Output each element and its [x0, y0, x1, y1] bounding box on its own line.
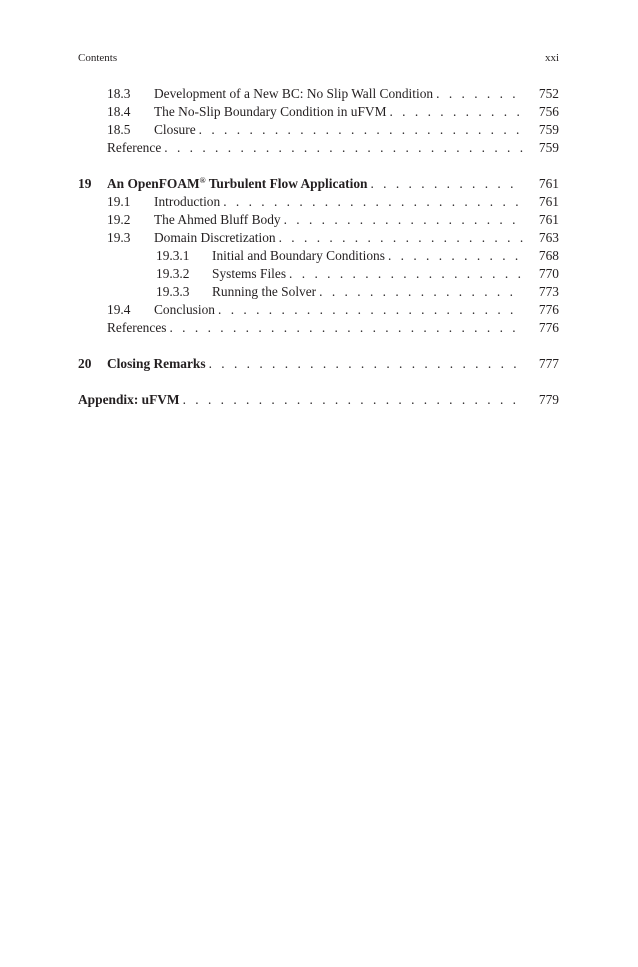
dot-leader: [196, 121, 523, 139]
dot-leader: [180, 391, 523, 409]
toc-title: Reference: [107, 140, 162, 155]
toc-chapter-19[interactable]: [78, 175, 559, 193]
toc-title: Conclusion: [154, 302, 216, 317]
toc-appendix[interactable]: [78, 391, 559, 409]
toc-entry-19-2[interactable]: [78, 211, 559, 229]
dot-leader: [220, 193, 523, 211]
toc-page-number: 777: [538, 356, 559, 371]
table-of-contents: [78, 85, 559, 409]
toc-title: Development of a New BC: No Slip Wall Condition: [154, 86, 434, 101]
toc-page-number: 759: [538, 140, 559, 155]
toc-entry-19-3-1[interactable]: [78, 247, 559, 265]
toc-page-number: 756: [538, 104, 559, 119]
toc-number: 19.3.2: [156, 266, 190, 281]
toc-page-number: 776: [538, 320, 559, 335]
toc-chapter-20[interactable]: [78, 355, 559, 373]
toc-title: The No-Slip Boundary Condition in uFVM: [154, 104, 387, 119]
dot-leader: [206, 355, 523, 373]
toc-page-number: 768: [538, 248, 559, 263]
dot-leader: [286, 265, 523, 283]
toc-number: 18.4: [107, 104, 131, 119]
toc-page-number: 776: [538, 302, 559, 317]
dot-leader: [433, 85, 523, 103]
chapter-title-part: Turbulent Flow Application: [205, 176, 368, 191]
dot-leader: [316, 283, 523, 301]
spacer: [78, 373, 559, 391]
chapter-number: 19: [78, 176, 92, 191]
toc-page-number: 779: [538, 392, 559, 407]
dot-leader: [281, 211, 523, 229]
toc-entry-19-3-2[interactable]: [78, 265, 559, 283]
toc-title: Closure: [154, 122, 196, 137]
toc-entry-19-4[interactable]: [78, 301, 559, 319]
toc-entry-19-3[interactable]: [78, 229, 559, 247]
toc-number: 19.1: [107, 194, 131, 209]
toc-page-number: 761: [538, 212, 559, 227]
chapter-title: Closing Remarks: [107, 356, 206, 371]
toc-page-number: 761: [538, 176, 559, 191]
toc-page-number: 752: [538, 86, 559, 101]
toc-entry-18-3[interactable]: [78, 85, 559, 103]
running-head-right: xxi: [544, 52, 559, 64]
toc-number: 19.2: [107, 212, 131, 227]
dot-leader: [161, 139, 523, 157]
toc-title: References: [107, 320, 167, 335]
toc-entry-19-1[interactable]: [78, 193, 559, 211]
toc-title: Introduction: [154, 194, 221, 209]
toc-number: 18.5: [107, 122, 131, 137]
toc-entry-reference[interactable]: [78, 139, 559, 157]
toc-page-number: 763: [538, 230, 559, 245]
running-head: [78, 52, 559, 64]
toc-number: 19.3.1: [156, 248, 190, 263]
toc-number: 19.3: [107, 230, 131, 245]
dot-leader: [276, 229, 523, 247]
toc-number: 19.3.3: [156, 284, 190, 299]
dot-leader: [215, 301, 523, 319]
running-head-left: Contents: [78, 52, 118, 64]
spacer: [78, 337, 559, 355]
toc-page-number: 773: [538, 284, 559, 299]
dot-leader: [385, 247, 523, 265]
chapter-title: [107, 175, 367, 193]
toc-number: 19.4: [107, 302, 131, 317]
toc-entry-18-4[interactable]: [78, 103, 559, 121]
spacer: [78, 157, 559, 175]
toc-entry-18-5[interactable]: [78, 121, 559, 139]
toc-page-number: 770: [538, 266, 559, 281]
chapter-title-part: An OpenFOAM: [107, 176, 200, 191]
dot-leader: [386, 103, 523, 121]
toc-title: Running the Solver: [212, 284, 317, 299]
toc-title: Domain Discretization: [154, 230, 276, 245]
registered-mark: ®: [199, 176, 206, 185]
chapter-number: 20: [78, 356, 92, 371]
toc-number: 18.3: [107, 86, 131, 101]
dot-leader: [166, 319, 523, 337]
toc-page-number: 761: [538, 194, 559, 209]
toc-page-number: 759: [538, 122, 559, 137]
dot-leader: [367, 175, 523, 193]
appendix-title: Appendix: uFVM: [78, 392, 180, 407]
toc-title: Initial and Boundary Conditions: [212, 248, 385, 263]
toc-entry-19-3-3[interactable]: [78, 283, 559, 301]
toc-entry-references[interactable]: [78, 319, 559, 337]
toc-title: Systems Files: [212, 266, 287, 281]
toc-title: The Ahmed Bluff Body: [154, 212, 281, 227]
